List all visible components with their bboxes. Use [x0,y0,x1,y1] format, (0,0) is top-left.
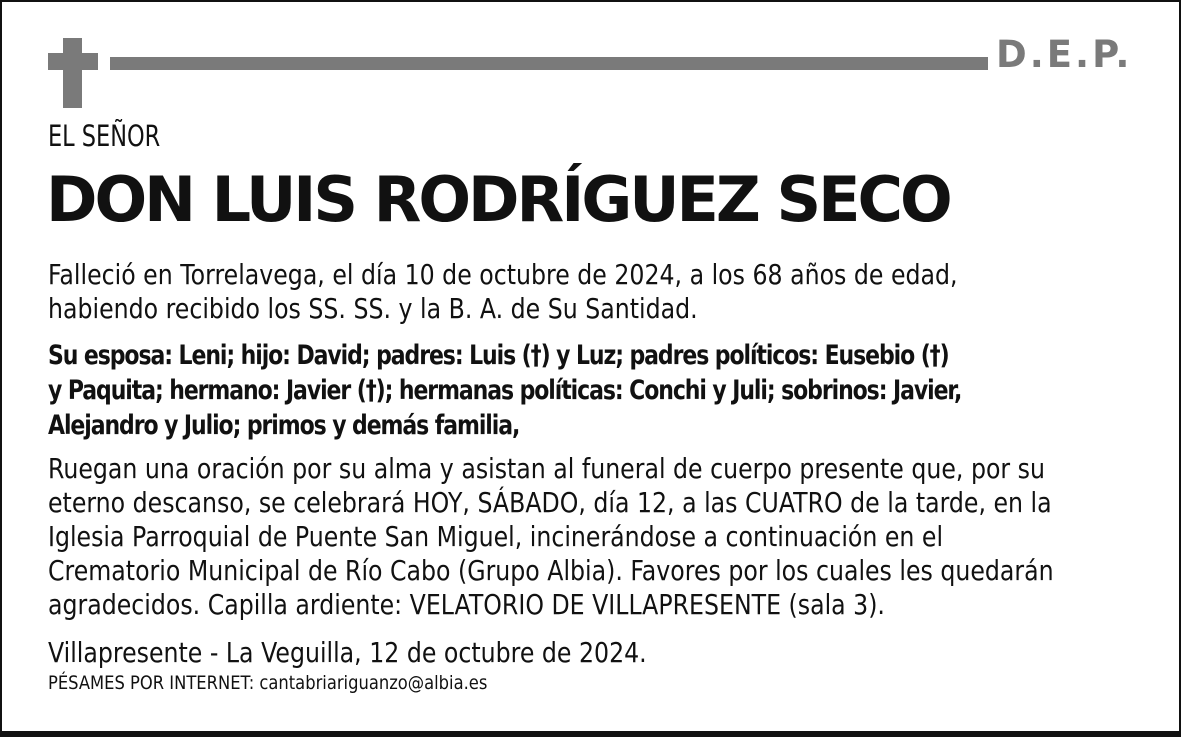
funeral-line: Ruegan una oración por su alma y asistan al funeral de cuerpo presente que, por su [48,453,1045,485]
funeral-line: agradecidos. Capilla ardiente: VELATORIO DE VILLAPRESENTE (sala 3). [48,589,885,621]
cross-icon [48,38,98,108]
place-date: Villapresente - La Veguilla, 12 de octubre de 2024. [48,637,647,669]
funeral-line: Iglesia Parroquial de Puente San Miguel, incinerándose a continuación en el [48,521,944,553]
funeral-line: eterno descanso, se celebrará HOY, SÁBADO, día 12, a las CUATRO de la tarde, en la [48,487,1052,519]
death-notice-line: habiendo recibido los SS. SS. y la B. A. de Su Santidad. [48,293,698,325]
death-notice [48,258,1148,326]
family-line: Su esposa: Leni; hijo: David; padres: Luis (†) y Luz; padres políticos: Eusebio (†) [48,340,949,371]
condolences [48,671,1148,695]
funeral-details [48,452,1148,622]
funeral-line: Crematorio Municipal de Río Cabo (Grupo Albia). Favores por los cuales les quedarán [48,555,1054,587]
death-notice-line: Falleció en Torrelavega, el día 10 de octubre de 2024, a los 68 años de edad, [48,259,958,291]
header-rule [110,57,988,70]
family-list [48,338,1148,443]
honorific: EL SEÑOR [48,119,161,153]
condolences-email[interactable]: cantabriariguanzo@albia.es [259,672,488,694]
dep-label: D.E.P. [996,33,1133,76]
condolences-label: PÉSAMES POR INTERNET: [48,672,255,694]
deceased-name: DON LUIS RODRÍGUEZ SECO [46,163,950,236]
family-line: y Paquita; hermano: Javier (†); hermanas políticas: Conchi y Juli; sobrinos: Javier, [48,375,962,406]
family-line: Alejandro y Julio; primos y demás familia, [48,410,520,441]
